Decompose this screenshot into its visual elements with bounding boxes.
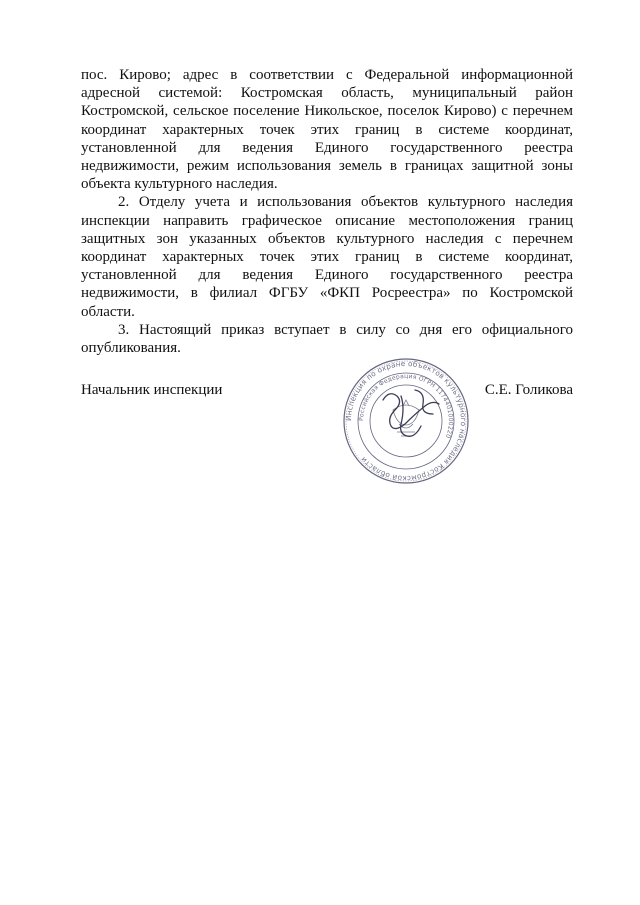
official-seal bbox=[341, 356, 471, 486]
signature-block bbox=[81, 382, 573, 402]
document-body bbox=[81, 66, 573, 357]
signatory-title: Начальник инспекции bbox=[81, 382, 223, 398]
paragraph-2: 2. Отделу учета и использования объектов культурного наследия инспекции направить графическое описание местоположения границ защитных зон указанных объектов культурного наследия с перечнем координат характерных точек этих границ в системе координат, установленной для ведения Единого государственного реестра недвижимости, в филиал ФГБУ «ФКП Росреестра» по Костромской области. bbox=[81, 194, 573, 320]
seal-outer-text: Инспекция по охране объектов культурного наследия Костромской области bbox=[343, 358, 469, 484]
seal-inner-text: Российская Федерация ОГРН 1174401000220 bbox=[357, 372, 455, 440]
signatory-name: С.Е. Голикова bbox=[484, 382, 573, 398]
paragraph-3: 3. Настоящий приказ вступает в силу со дня его официального опубликования. bbox=[81, 321, 573, 357]
paragraph-1: пос. Кирово; адрес в соответствии с Федеральной информационной адресной системой: Костромская область, муниципальный район Костромской, сельское поселение Никольское, поселок Кирово) с перечнем координат характерных точек этих границ в системе координат, установленной для ведения Единого государственного реестра недвижимости, режим использования земель в границах защитной зоны объекта культурного наследия. bbox=[81, 67, 573, 193]
handwritten-signature bbox=[383, 390, 439, 436]
seal-emblem-icon bbox=[393, 400, 419, 436]
